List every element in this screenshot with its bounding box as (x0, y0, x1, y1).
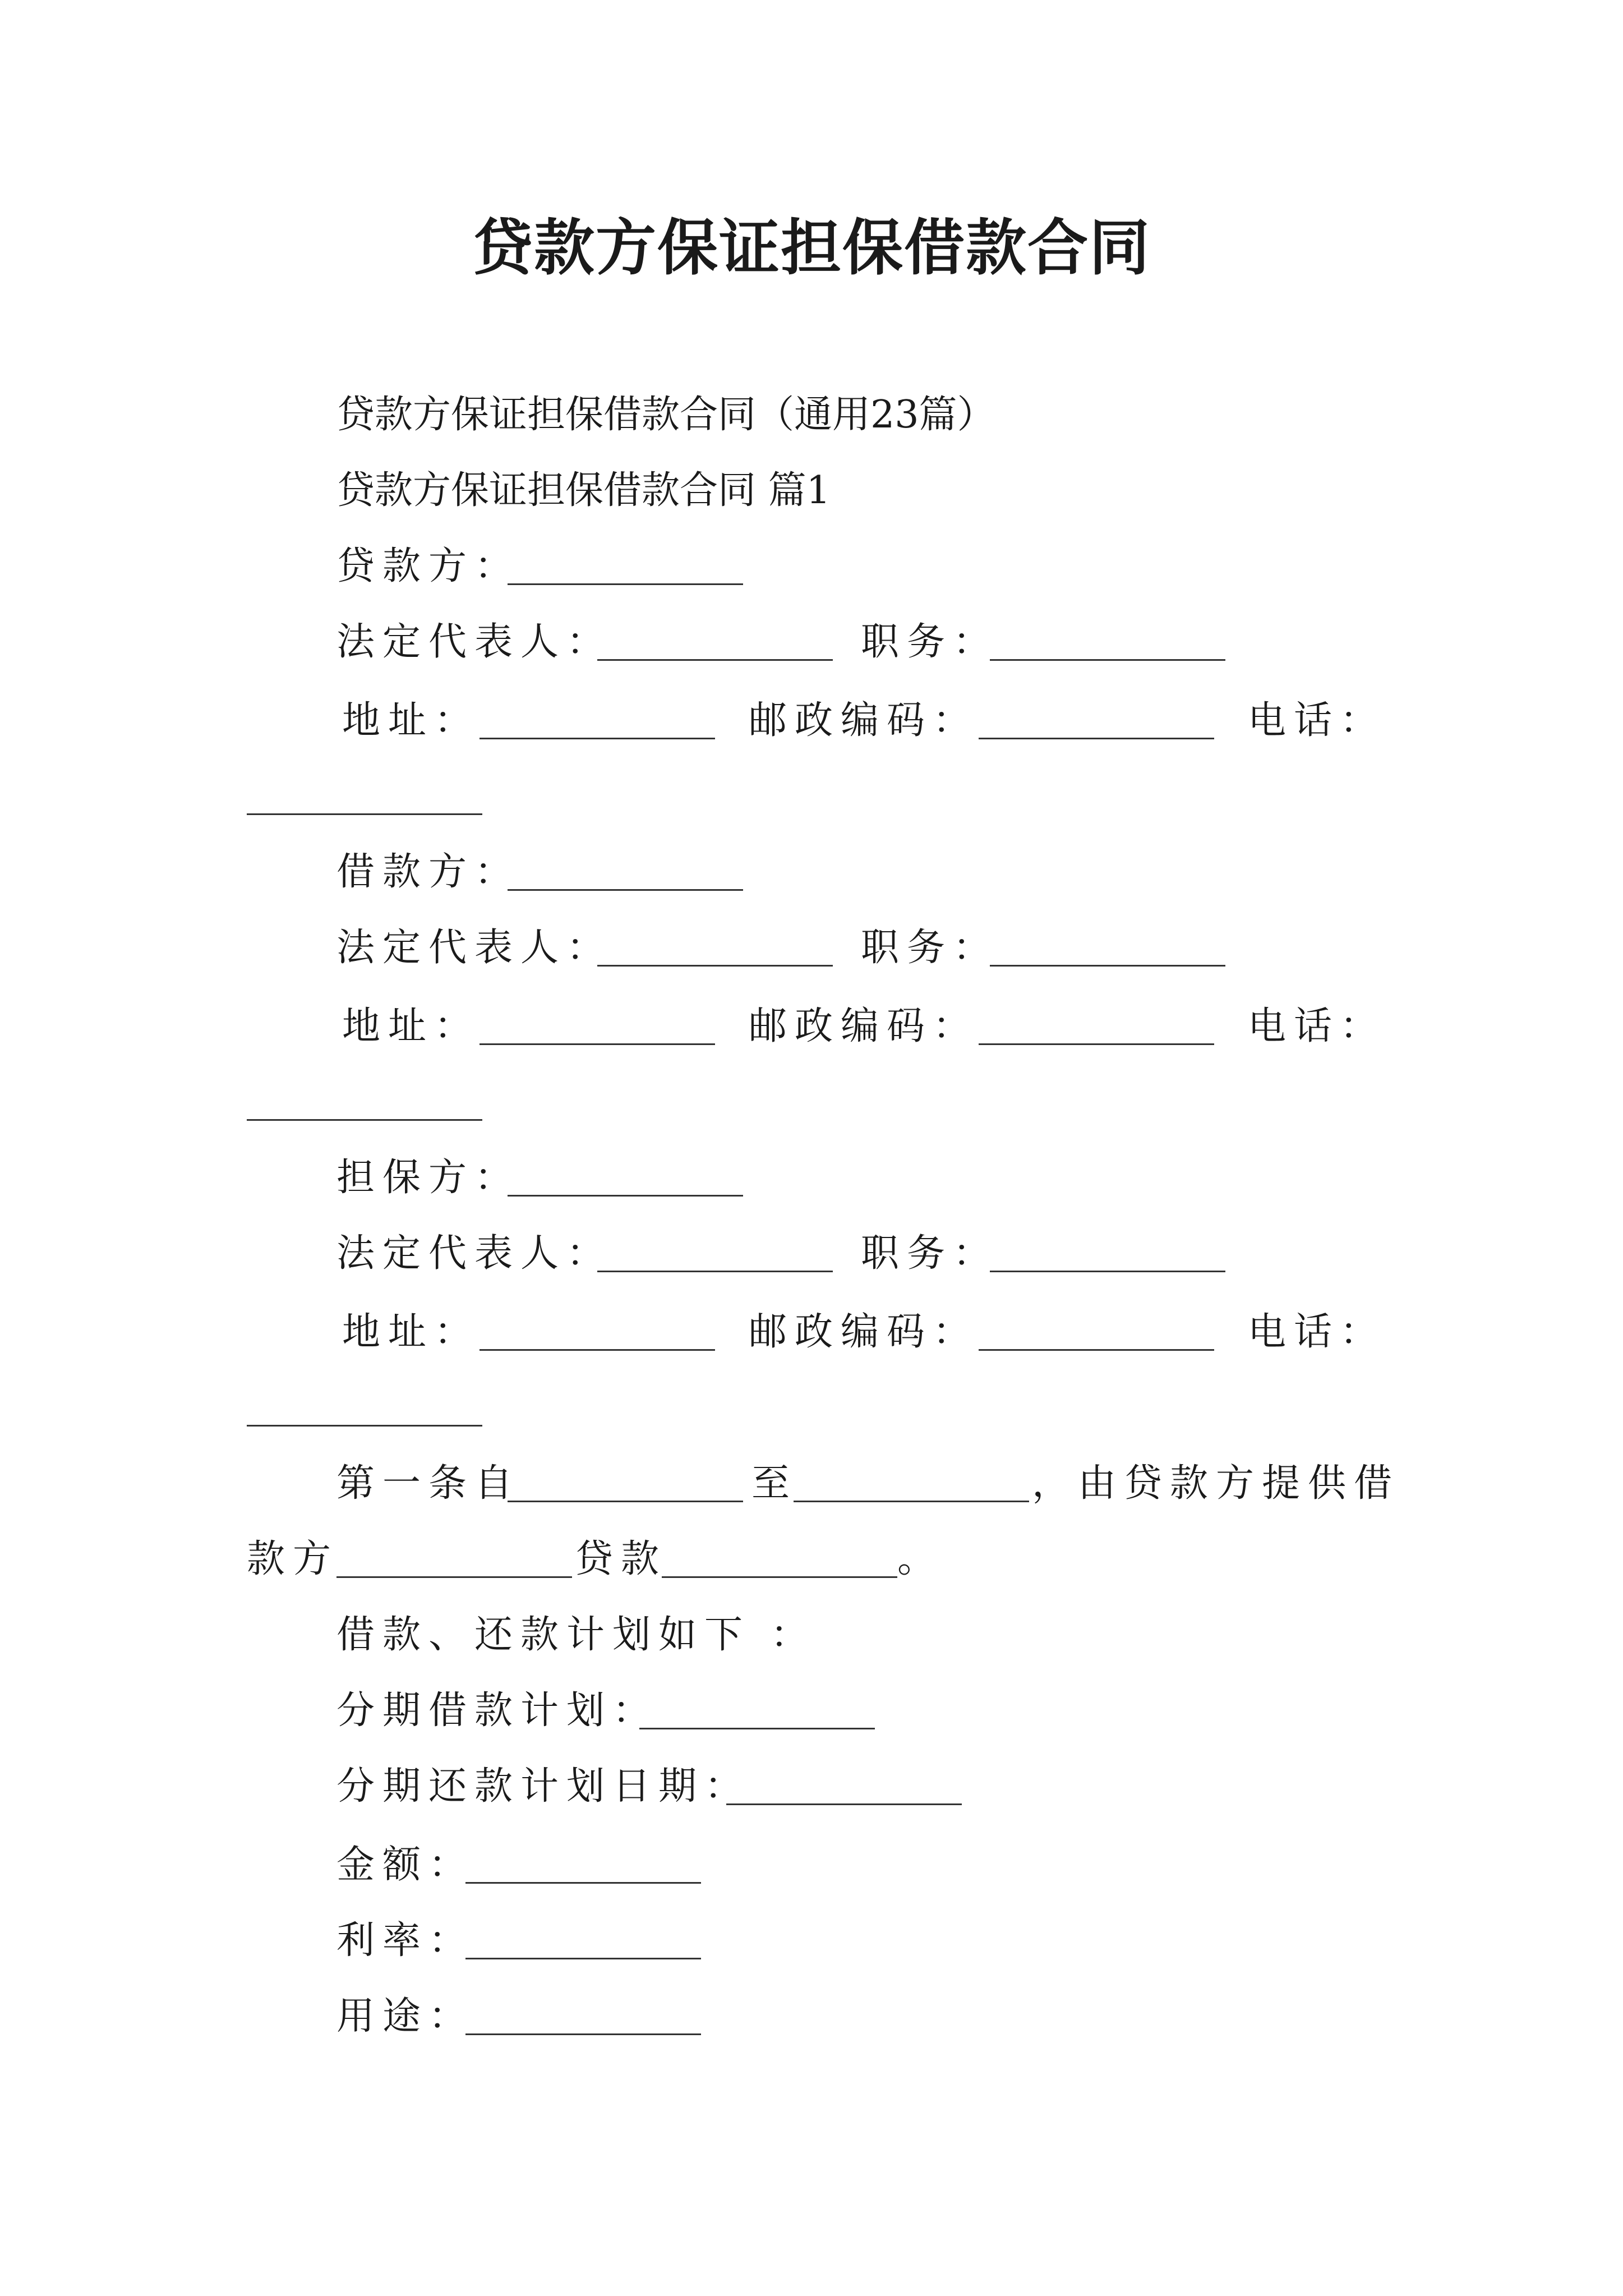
installment-borrow-blank[interactable] (639, 1728, 875, 1729)
guarantor-phone-label: 电话： (1248, 1310, 1386, 1354)
guarantor-postcode-label: 邮政编码： (749, 1310, 979, 1354)
borrower-phone-label: 电话： (1248, 1004, 1386, 1048)
interest-rate-label: 利率： (336, 1918, 475, 1963)
article1-part3: ，由贷款方提供借 (1032, 1461, 1400, 1506)
guarantor-postcode-blank[interactable] (979, 1349, 1214, 1351)
installment-repay-date-blank[interactable] (726, 1803, 962, 1805)
lender-postcode-blank[interactable] (979, 738, 1214, 739)
guarantor-label: 担保方： (336, 1156, 521, 1200)
amount-label: 金额： (336, 1843, 475, 1887)
document-title: 贷款方保证担保借款合同 (472, 213, 1151, 283)
article1-part1: 第一条自 (336, 1461, 521, 1506)
borrower-rep-blank[interactable] (597, 965, 833, 967)
guarantor-rep-label: 法定代表人： (336, 1231, 613, 1276)
article1-end-date-blank[interactable] (794, 1501, 1029, 1502)
borrower-phone-blank[interactable] (247, 1119, 482, 1121)
article1-loan-type-blank[interactable] (336, 1576, 572, 1578)
article1-start-date-blank[interactable] (508, 1501, 743, 1502)
article1-part2: 至 (751, 1461, 790, 1506)
lender-rep-label: 法定代表人： (336, 620, 613, 664)
article1-part4: 款方 (247, 1537, 339, 1581)
guarantor-name-blank[interactable] (508, 1195, 743, 1197)
subtitle: 贷款方保证担保借款合同（通用23篇） (336, 393, 995, 437)
article1-part5: 贷款 (575, 1537, 667, 1581)
plan-heading: 借款、还款计划如下 ： (336, 1613, 817, 1657)
borrower-address-blank[interactable] (479, 1043, 715, 1045)
lender-address-label: 地址： (342, 698, 481, 743)
purpose-label: 用途： (336, 1994, 475, 2039)
lender-position-blank[interactable] (990, 659, 1225, 661)
borrower-name-blank[interactable] (508, 889, 743, 891)
chapter-heading: 贷款方保证担保借款合同 篇1 (336, 468, 831, 513)
guarantor-address-label: 地址： (342, 1310, 481, 1354)
lender-phone-blank[interactable] (247, 813, 482, 815)
lender-phone-label: 电话： (1248, 698, 1386, 743)
borrower-rep-label: 法定代表人： (336, 926, 613, 970)
installment-borrow-label: 分期借款计划： (336, 1688, 659, 1733)
guarantor-phone-blank[interactable] (247, 1425, 482, 1427)
borrower-address-label: 地址： (342, 1004, 481, 1048)
borrower-position-label: 职务： (861, 926, 999, 970)
purpose-blank[interactable] (465, 2033, 701, 2035)
lender-address-blank[interactable] (479, 738, 715, 739)
article1-part6: 。 (897, 1537, 936, 1581)
borrower-position-blank[interactable] (990, 965, 1225, 967)
borrower-postcode-blank[interactable] (979, 1043, 1214, 1045)
article1-amount-blank[interactable] (662, 1576, 897, 1578)
guarantor-address-blank[interactable] (479, 1349, 715, 1351)
borrower-label: 借款方： (336, 850, 521, 894)
lender-position-label: 职务： (861, 620, 999, 664)
borrower-postcode-label: 邮政编码： (749, 1004, 979, 1048)
lender-rep-blank[interactable] (597, 659, 833, 661)
guarantor-rep-blank[interactable] (597, 1271, 833, 1272)
lender-label: 贷款方： (336, 544, 521, 588)
lender-name-blank[interactable] (508, 583, 743, 585)
guarantor-position-blank[interactable] (990, 1271, 1225, 1272)
amount-blank[interactable] (465, 1882, 701, 1884)
guarantor-position-label: 职务： (861, 1231, 999, 1276)
interest-rate-blank[interactable] (465, 1958, 701, 1959)
lender-postcode-label: 邮政编码： (749, 698, 979, 743)
installment-repay-date-label: 分期还款计划日期： (336, 1764, 751, 1809)
